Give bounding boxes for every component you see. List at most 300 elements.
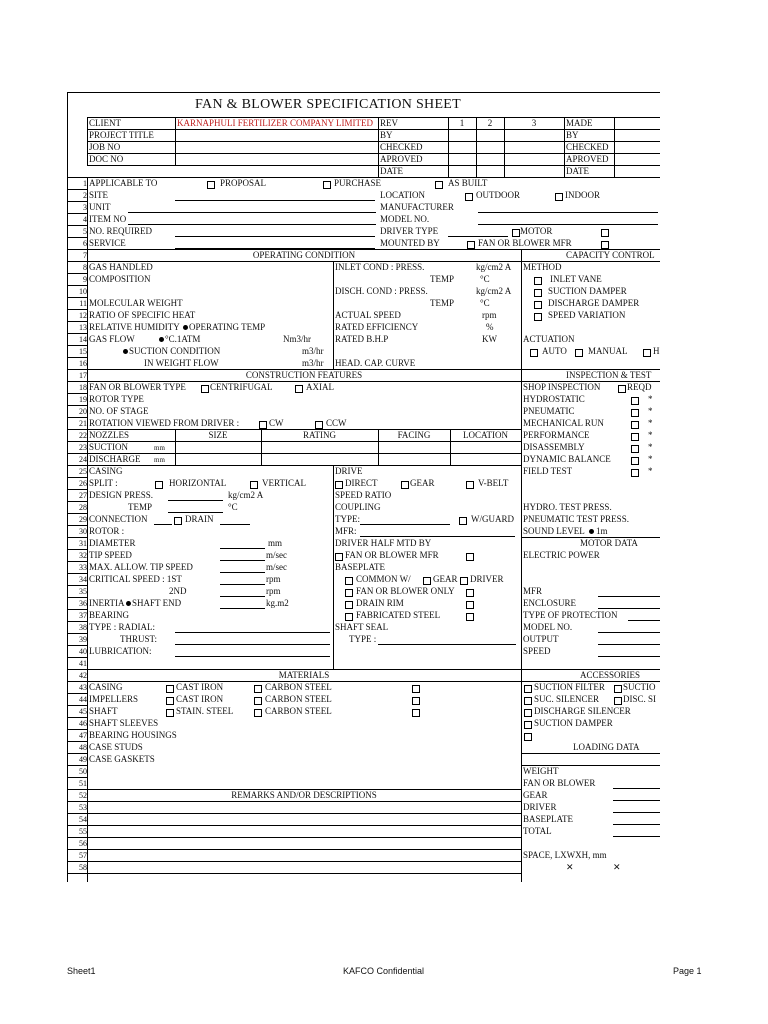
msec-unit-1: m/sec — [266, 550, 287, 560]
weight-label: WEIGHT — [523, 766, 559, 776]
drain-label: DRAIN — [185, 514, 214, 524]
fan-only-checkbox[interactable] — [345, 589, 353, 597]
job-no-label: JOB NO — [89, 142, 121, 152]
row-number: 28 — [79, 503, 87, 512]
mat-impellers-other-checkbox[interactable] — [412, 697, 420, 705]
inlet-vane-checkbox[interactable] — [534, 277, 542, 285]
load-fan-label: FAN OR BLOWER — [523, 778, 596, 788]
disc-cut-checkbox[interactable] — [614, 697, 622, 705]
disch-press-label: DISCH. COND : PRESS. — [335, 286, 428, 296]
kw-unit: KW — [482, 334, 497, 344]
axial-label: AXIAL — [306, 382, 334, 392]
acc-suction-damper-checkbox[interactable] — [524, 721, 532, 729]
fan-only-label: FAN OR BLOWER ONLY — [356, 586, 455, 596]
row-number: 34 — [79, 575, 87, 584]
cast-iron-1-checkbox[interactable] — [166, 685, 174, 693]
as-built-checkbox[interactable] — [435, 181, 443, 189]
row-number: 47 — [79, 731, 87, 740]
kgm2-unit: kg.m2 — [266, 598, 289, 608]
coupling-label: COUPLING — [335, 502, 381, 512]
rated-bhp-label: RATED B.H.P — [335, 334, 389, 344]
tip-speed-label: TIP SPEED — [89, 550, 132, 560]
reqd-checkbox[interactable] — [618, 385, 626, 393]
row-number: 52 — [79, 791, 87, 800]
fan-only-right-checkbox[interactable] — [466, 589, 474, 597]
client-label: CLIENT — [89, 118, 121, 128]
bullet-icon — [183, 325, 188, 330]
inlet-press-label: INLET COND : PRESS. — [335, 262, 425, 272]
row-number: 51 — [79, 779, 87, 788]
suction-condition-label: SUCTION CONDITION — [129, 346, 221, 356]
rule — [521, 669, 522, 882]
accessories-heading: ACCESSORIES — [580, 670, 641, 680]
op-temp-label: OPERATING TEMP — [189, 322, 266, 332]
row-number: 26 — [79, 479, 87, 488]
half-mtd-label: DRIVER HALF MTD BY — [335, 538, 432, 548]
rev-col-3: 3 — [531, 118, 537, 128]
driver-checkbox[interactable] — [460, 577, 468, 585]
rule — [175, 117, 176, 165]
ccw-label: CCW — [326, 418, 347, 428]
stain-steel-checkbox[interactable] — [166, 709, 174, 717]
rotor-label: ROTOR : — [89, 526, 125, 536]
motor-speed-line — [598, 656, 660, 657]
manual-checkbox[interactable] — [575, 349, 583, 357]
kg-unit-1: kg/cm2 A — [476, 262, 512, 272]
stain-steel-label: STAIN. STEEL — [176, 706, 234, 716]
acc-suction-damper-label: SUCTION DAMPER — [534, 718, 613, 728]
fab-steel-checkbox[interactable] — [345, 613, 353, 621]
aproved-label: APROVED — [380, 154, 423, 164]
carbon-2-checkbox[interactable] — [254, 697, 262, 705]
bullet-icon — [589, 529, 594, 534]
indoor-label: INDOOR — [565, 190, 600, 200]
rotor-type-label: ROTOR TYPE — [89, 394, 144, 404]
item-no-label: ITEM NO — [89, 214, 127, 224]
drain-rim-right-checkbox[interactable] — [466, 601, 474, 609]
star: * — [648, 442, 653, 452]
row-number: 16 — [79, 359, 87, 368]
doc-no-label: DOC NO — [89, 154, 124, 164]
suc-silencer-checkbox[interactable] — [524, 697, 532, 705]
load-fan-line — [613, 788, 660, 789]
made-label: MADE — [566, 118, 593, 128]
motor-speed-label: SPEED — [523, 646, 551, 656]
crit-speed-line — [220, 584, 265, 585]
diameter-line — [220, 548, 265, 549]
rule — [333, 465, 334, 669]
seal-type-line — [378, 644, 516, 645]
star: * — [648, 406, 653, 416]
rpm-unit-1: rpm — [266, 574, 281, 584]
date-label: DATE — [380, 166, 403, 176]
disassembly-label: DISASSEMBLY — [523, 442, 585, 452]
mat-shaft-other-checkbox[interactable] — [412, 709, 420, 717]
dyn-balance-checkbox[interactable] — [631, 457, 639, 465]
max-tip-line — [220, 572, 265, 573]
driver-type-checkbox[interactable] — [601, 229, 609, 237]
connection-line — [154, 524, 172, 525]
site-label: SITE — [89, 190, 108, 200]
fan-mfr-label: FAN OR BLOWER MFR — [478, 238, 572, 248]
fan-type-label: FAN OR BLOWER TYPE — [89, 382, 186, 392]
row-number: 29 — [79, 515, 87, 524]
row-number: 50 — [79, 767, 87, 776]
m3-unit-1: m3/hr — [302, 346, 324, 356]
rule — [614, 117, 615, 177]
drive-label: DRIVE — [335, 466, 363, 476]
discharge-damper-label: DISCHARGE DAMPER — [548, 298, 640, 308]
max-tip-label: MAX. ALLOW. TIP SPEED — [89, 562, 193, 572]
rpm-unit: rpm — [482, 310, 497, 320]
cast-iron-2-label: CAST IRON — [176, 694, 224, 704]
fan-mfr-half-label: FAN OR BLOWER MFR — [345, 550, 439, 560]
enclosure-label: ENCLOSURE — [523, 598, 577, 608]
purchase-label: PURCHASE — [334, 178, 382, 188]
direct-label: DIRECT — [345, 478, 378, 488]
bearing-label: BEARING — [89, 610, 129, 620]
coupling-type-line — [360, 524, 450, 525]
rule — [68, 813, 521, 814]
output-line — [598, 644, 660, 645]
cast-iron-1-label: CAST IRON — [176, 682, 224, 692]
row-number: 32 — [79, 551, 87, 560]
facing-col: FACING — [397, 430, 431, 440]
row-number: 53 — [79, 803, 87, 812]
rule — [521, 249, 522, 369]
suction-cut-checkbox[interactable] — [614, 685, 622, 693]
half-mtd-checkbox[interactable] — [466, 553, 474, 561]
manufacturer-label: MANUFACTURER — [380, 202, 454, 212]
mat-casing-label: CASING — [89, 682, 123, 692]
row-number: 35 — [79, 587, 87, 596]
speed-variation-label: SPEED VARIATION — [548, 310, 626, 320]
suction-damper-checkbox[interactable] — [534, 289, 542, 297]
hydrostatic-checkbox[interactable] — [631, 397, 639, 405]
model-no-label: MODEL NO. — [380, 214, 430, 224]
row-number: 46 — [79, 719, 87, 728]
row-number: 54 — [79, 815, 87, 824]
field-test-checkbox[interactable] — [631, 469, 639, 477]
second-line — [220, 596, 265, 597]
motor-checkbox[interactable] — [512, 229, 520, 237]
motor-model-line — [598, 632, 660, 633]
dyn-balance-label: DYNAMIC BALANCE — [523, 454, 611, 464]
horizontal-checkbox[interactable] — [155, 481, 163, 489]
vertical-label: VERTICAL — [262, 478, 306, 488]
drain-rim-checkbox[interactable] — [345, 601, 353, 609]
weight-flow-label: IN WEIGHT FLOW — [144, 358, 219, 368]
mat-casing-other-checkbox[interactable] — [412, 685, 420, 693]
discharge-silencer-checkbox[interactable] — [524, 709, 532, 717]
bullet-icon — [123, 349, 128, 354]
accessory-blank-checkbox[interactable] — [524, 733, 532, 741]
load-gear-label: GEAR — [523, 790, 548, 800]
row-number: 4 — [83, 215, 87, 224]
row-number: 12 — [79, 311, 87, 320]
row-number: 14 — [79, 335, 87, 344]
project-title-label: PROJECT TITLE — [89, 130, 154, 140]
load-baseplate-line — [613, 824, 660, 825]
mounted-by-label: MOUNTED BY — [380, 238, 440, 248]
motor-mfr-label: MFR — [523, 586, 543, 596]
no-of-stage-label: NO. OF STAGE — [89, 406, 149, 416]
vbelt-checkbox[interactable] — [466, 481, 474, 489]
carbon-1-checkbox[interactable] — [254, 685, 262, 693]
spec-heat-label: RATIO OF SPECIFIC HEAT — [89, 310, 196, 320]
suction-row-label: SUCTION — [89, 442, 129, 452]
axial-checkbox[interactable] — [295, 385, 303, 393]
wguard-label: W/GUARD — [471, 514, 514, 524]
row-number: 19 — [79, 395, 87, 404]
discharge-damper-checkbox[interactable] — [534, 301, 542, 309]
gear-checkbox[interactable] — [401, 481, 409, 489]
composition-label: COMPOSITION — [89, 274, 151, 284]
row-number: 44 — [79, 695, 87, 704]
row-number: 11 — [79, 299, 87, 308]
fab-steel-label: FABRICATED STEEL — [356, 610, 441, 620]
case-studs-label: CASE STUDS — [89, 742, 143, 752]
row-number: 48 — [79, 743, 87, 752]
pneu-press-label: PNEUMATIC TEST PRESS. — [523, 514, 629, 524]
load-driver-label: DRIVER — [523, 802, 557, 812]
row-number: 5 — [83, 227, 87, 236]
row-number: 40 — [79, 647, 87, 656]
no-required-label: NO. REQUIRED — [89, 226, 152, 236]
vbelt-label: V-BELT — [478, 478, 509, 488]
cast-iron-2-checkbox[interactable] — [166, 697, 174, 705]
rotation-label: ROTATION VIEWED FROM DRIVER : — [89, 418, 240, 428]
row-number: 3 — [83, 203, 87, 212]
fan-mfr-half-checkbox[interactable] — [335, 553, 343, 561]
suction-mm-unit: mm — [154, 444, 165, 452]
checked-label: CHECKED — [380, 142, 423, 152]
degc-unit-2: °C — [480, 298, 490, 308]
radial-line — [175, 632, 330, 633]
mounted-by-checkbox[interactable] — [601, 241, 609, 249]
footer-page: Page 1 — [673, 966, 702, 976]
outdoor-checkbox[interactable] — [465, 193, 473, 201]
speed-variation-checkbox[interactable] — [534, 313, 542, 321]
location-label: LOCATION — [380, 190, 425, 200]
row-number: 31 — [79, 539, 87, 548]
manufacturer-line — [478, 212, 658, 213]
row-number: 57 — [79, 851, 87, 860]
driver-type-label: DRIVER TYPE — [380, 226, 439, 236]
centrifugal-label: CENTRIFUGAL — [210, 382, 273, 392]
proposal-label: PROPOSAL — [220, 178, 267, 188]
fab-steel-right-checkbox[interactable] — [466, 613, 474, 621]
horizontal-label: HORIZONTAL — [169, 478, 227, 488]
field-test-label: FIELD TEST — [523, 466, 573, 476]
disc-cut-label: DISC. SI — [623, 694, 657, 704]
remarks-heading: REMARKS AND/OR DESCRIPTIONS — [231, 790, 377, 800]
mech-run-checkbox[interactable] — [631, 421, 639, 429]
seal-type-label: TYPE : — [349, 634, 377, 644]
pct-unit: % — [486, 322, 494, 332]
actual-speed-label: ACTUAL SPEED — [335, 310, 401, 320]
disassembly-checkbox[interactable] — [631, 445, 639, 453]
speed-ratio-label: SPEED RATIO — [335, 490, 392, 500]
design-press-label: DESIGN PRESS. — [89, 490, 154, 500]
rule — [68, 873, 521, 874]
casing-temp-label: TEMP — [128, 502, 153, 512]
row-number: 22 — [79, 431, 87, 440]
one-m-label: 1m — [596, 526, 608, 536]
discharge-row-label: DISCHARGE — [89, 454, 141, 464]
lubrication-line — [175, 656, 330, 657]
capacity-heading: CAPACITY CONTROL — [566, 250, 655, 260]
service-label: SERVICE — [89, 238, 126, 248]
purchase-checkbox[interactable] — [323, 181, 331, 189]
actuation-label: ACTUATION — [523, 334, 575, 344]
row-number: 30 — [79, 527, 87, 536]
star: * — [648, 418, 653, 428]
rule — [68, 801, 521, 802]
ccw-checkbox[interactable] — [315, 421, 323, 429]
pneumatic-checkbox[interactable] — [631, 409, 639, 417]
nm3-unit: Nm3/hr — [283, 334, 311, 344]
client-value: KARNAPHULI FERTILIZER COMPANY LIMITED — [177, 118, 374, 128]
row-number: 36 — [79, 599, 87, 608]
hydrostatic-label: HYDROSTATIC — [523, 394, 585, 404]
row-number: 9 — [83, 275, 87, 284]
aproved-label-2: APROVED — [566, 154, 609, 164]
rule — [87, 117, 88, 165]
inspection-heading: INSPECTION & TEST — [566, 370, 652, 380]
row-number: 56 — [79, 839, 87, 848]
row-number: 33 — [79, 563, 87, 572]
footer-confidential: KAFCO Confidential — [343, 966, 425, 976]
rule — [87, 465, 521, 466]
motor-model-label: MODEL NO. — [523, 622, 573, 632]
centrifugal-checkbox[interactable] — [201, 385, 209, 393]
load-driver-line — [613, 812, 660, 813]
design-press-line — [168, 500, 223, 501]
carbon-2-label: CARBON STEEL — [265, 694, 332, 704]
wguard-checkbox[interactable] — [459, 517, 467, 525]
rating-col: RATING — [303, 430, 336, 440]
date-label-2: DATE — [566, 166, 589, 176]
row-number: 2 — [83, 191, 87, 200]
rule — [378, 117, 379, 177]
unit-label: UNIT — [89, 202, 111, 212]
tip-speed-line — [220, 560, 265, 561]
star: * — [648, 430, 653, 440]
casing-label: CASING — [89, 466, 123, 476]
specification-sheet — [67, 92, 660, 882]
item-no-line — [128, 224, 376, 225]
bullet-icon — [159, 337, 164, 342]
vertical-checkbox[interactable] — [250, 481, 258, 489]
row-number: 42 — [79, 671, 87, 680]
gear2-checkbox[interactable] — [423, 577, 431, 585]
operating-heading: OPERATING CONDITION — [252, 250, 356, 260]
gear2-label: GEAR — [433, 574, 458, 584]
temp-label-2: TEMP — [430, 298, 455, 308]
common-label: COMMON W/ — [356, 574, 411, 584]
sound-level-label: SOUND LEVEL — [523, 526, 585, 536]
thrust-line — [175, 644, 330, 645]
row-number: 8 — [83, 263, 87, 272]
discharge-silencer-label: DISCHARGE SILENCER — [534, 706, 631, 716]
kg-unit: kg/cm2 A — [228, 490, 264, 500]
loading-data-heading: LOADING DATA — [573, 742, 640, 752]
common-checkbox[interactable] — [345, 577, 353, 585]
fan-mfr-checkbox[interactable] — [467, 241, 475, 249]
indoor-checkbox[interactable] — [555, 193, 563, 201]
model-no-line — [478, 224, 658, 225]
load-total-label: TOTAL — [523, 826, 552, 836]
load-baseplate-label: BASEPLATE — [523, 814, 574, 824]
row-number: 49 — [79, 755, 87, 764]
row-number: 38 — [79, 623, 87, 632]
size-col: SIZE — [208, 430, 228, 440]
electric-power-label: ELECTRIC POWER — [523, 550, 600, 560]
suction-filter-checkbox[interactable] — [524, 685, 532, 693]
driver-label: DRIVER — [470, 574, 504, 584]
performance-checkbox[interactable] — [631, 433, 639, 441]
load-gear-line — [613, 800, 660, 801]
star: * — [648, 394, 653, 404]
carbon-1-label: CARBON STEEL — [265, 682, 332, 692]
shop-inspection-label: SHOP INSPECTION — [523, 382, 601, 392]
drain-checkbox[interactable] — [174, 517, 182, 525]
cw-checkbox[interactable] — [259, 421, 267, 429]
row-number: 13 — [79, 323, 87, 332]
row-number: 43 — [79, 683, 87, 692]
mat-shaft-label: SHAFT — [89, 706, 118, 716]
output-label: OUTPUT — [523, 634, 559, 644]
footer-sheet-name: Sheet1 — [67, 966, 96, 976]
bullet-icon — [126, 601, 131, 606]
no-required-line — [175, 236, 375, 237]
degc-unit-3: °C — [228, 502, 238, 512]
row-number: 27 — [79, 491, 87, 500]
nozzles-label: NOZZLES — [89, 430, 129, 440]
method-label: METHOD — [523, 262, 562, 272]
temp-label: TEMP — [430, 274, 455, 284]
second-label: 2ND — [169, 586, 187, 596]
site-line — [175, 200, 375, 201]
carbon-3-checkbox[interactable] — [254, 709, 262, 717]
baseplate-label: BASEPLATE — [335, 562, 386, 572]
mol-weight-label: MOLECULAR WEIGHT — [89, 298, 183, 308]
motor-data-heading: MOTOR DATA — [580, 538, 638, 548]
bearing-type-label: TYPE : RADIAL: — [89, 622, 155, 632]
auto-label: AUTO — [542, 346, 567, 356]
proposal-checkbox[interactable] — [207, 181, 215, 189]
manual-label: MANUAL — [588, 346, 628, 356]
times-icon: ✕ — [566, 862, 574, 872]
rev-col-1: 1 — [459, 118, 465, 128]
direct-checkbox[interactable] — [335, 481, 343, 489]
rule — [87, 177, 88, 882]
protection-line — [628, 620, 660, 621]
motor-mfr-line — [598, 596, 660, 597]
h-checkbox[interactable] — [643, 349, 651, 357]
coupling-type-label: TYPE: — [335, 514, 361, 524]
row-number: 20 — [79, 407, 87, 416]
auto-checkbox[interactable] — [530, 349, 538, 357]
rule — [68, 849, 521, 850]
bearing-housings-label: BEARING HOUSINGS — [89, 730, 177, 740]
as-built-label: AS BUILT — [448, 178, 488, 188]
rule — [87, 441, 521, 442]
reqd-label: REQD — [627, 382, 652, 392]
drain-rim-label: DRAIN RIM — [356, 598, 404, 608]
msec-unit-2: m/sec — [266, 562, 287, 572]
